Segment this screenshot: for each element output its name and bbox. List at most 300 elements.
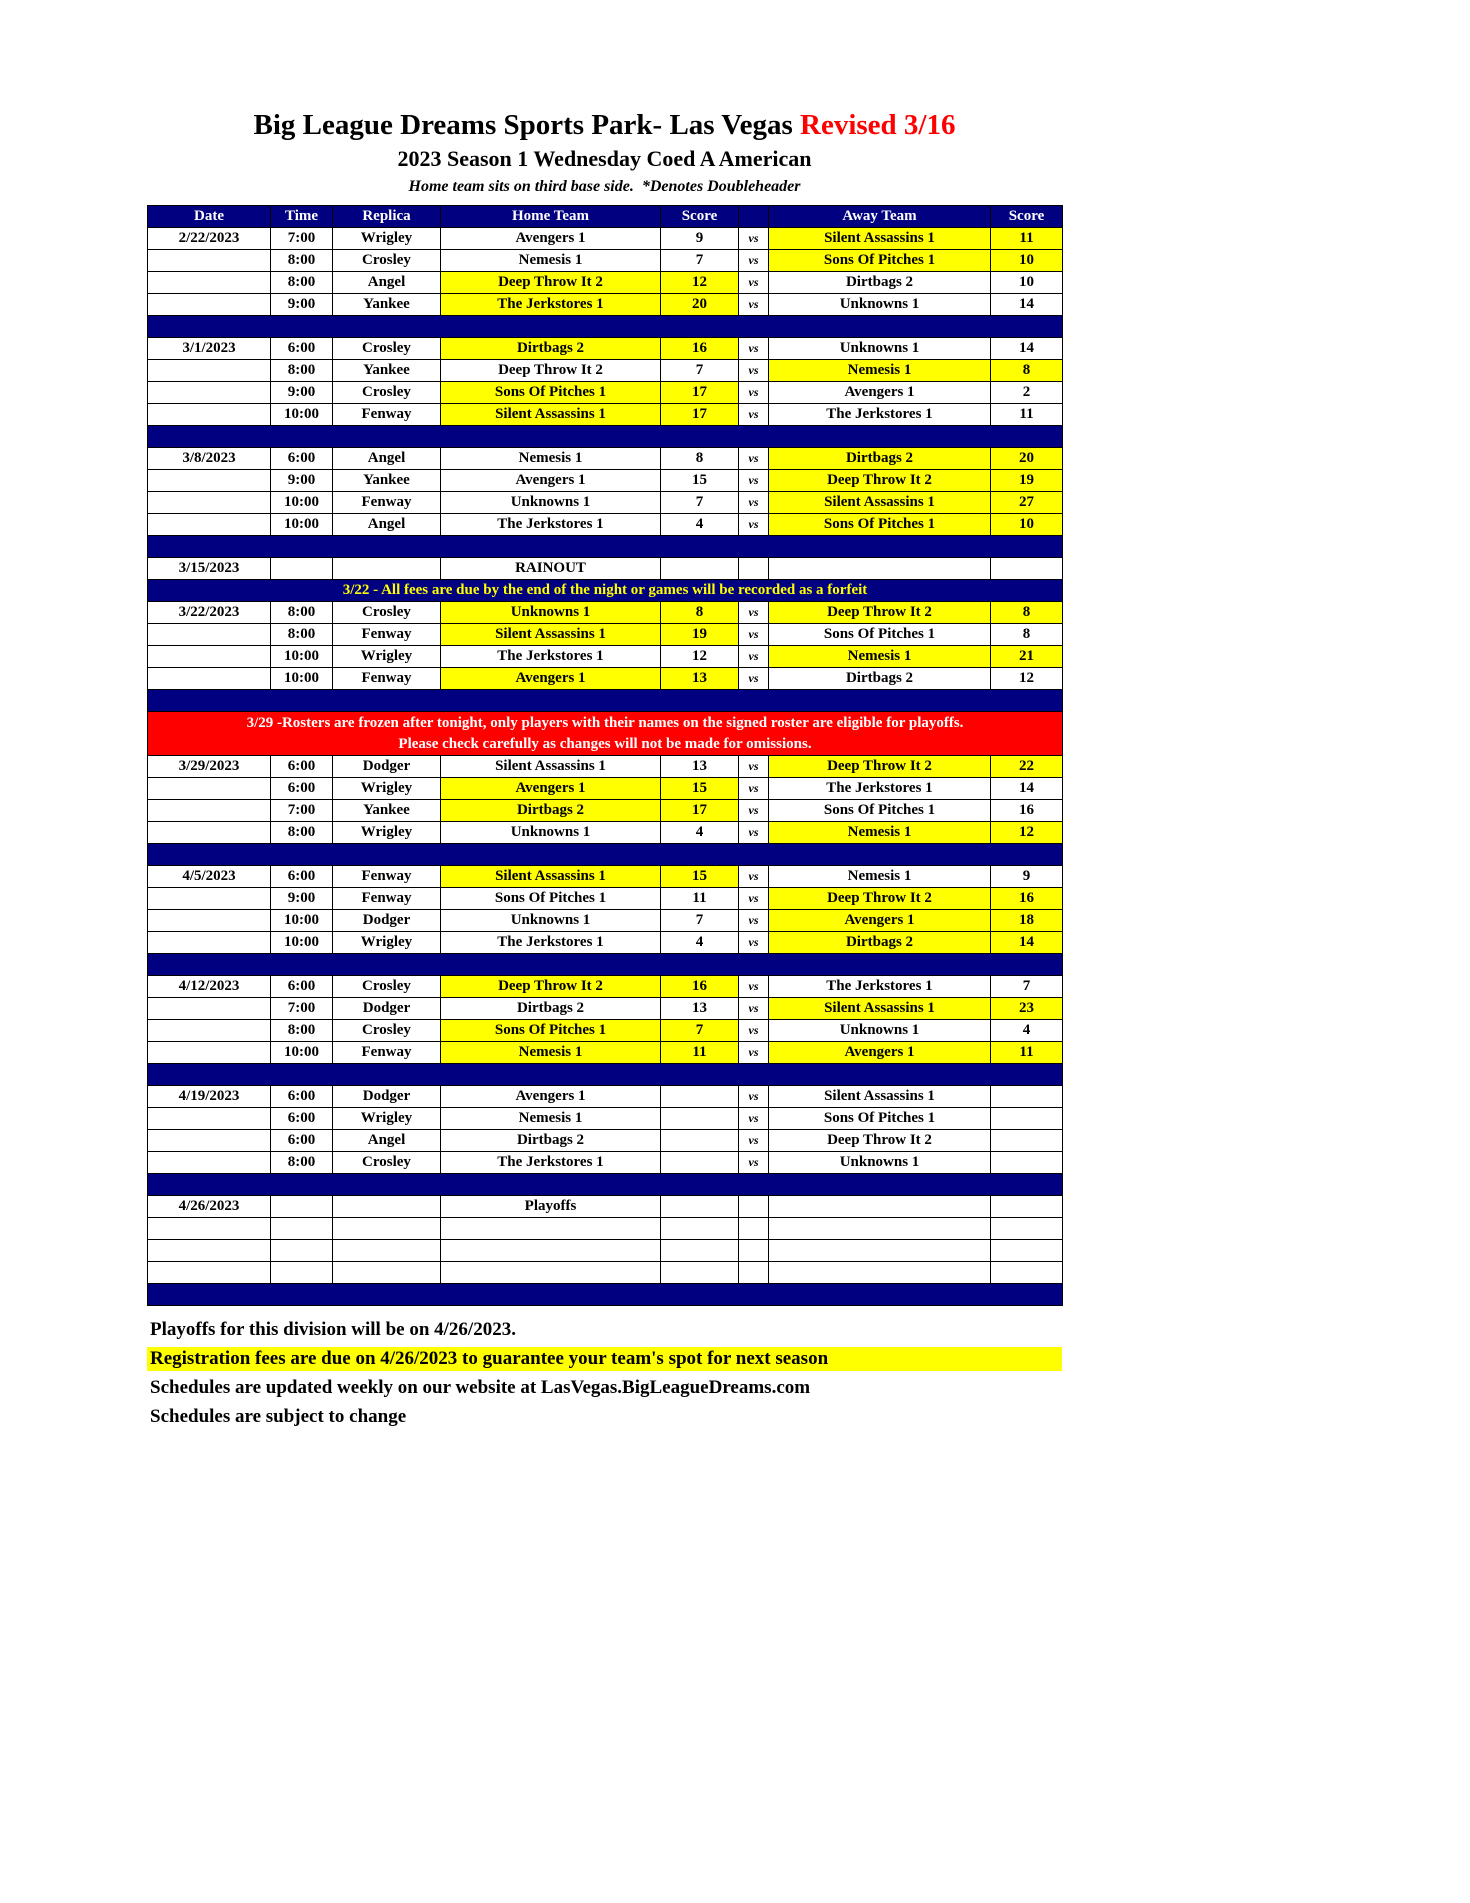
separator-band: [148, 426, 1063, 448]
time-cell: [271, 1218, 333, 1240]
game-row: [148, 998, 1063, 1020]
replica-cell: Wrigley: [333, 822, 441, 844]
away-score-cell: 10: [991, 250, 1063, 272]
home-team-cell: Nemesis 1: [441, 1108, 661, 1130]
home-score-cell: 19: [661, 624, 739, 646]
replica-cell: [333, 1218, 441, 1240]
notice-row: [148, 580, 1063, 602]
away-team-cell: Dirtbags 2: [769, 448, 991, 470]
date-cell: [148, 404, 271, 426]
replica-cell: [333, 1262, 441, 1284]
vs-cell: vs: [739, 822, 769, 844]
empty-row: [148, 1240, 1063, 1262]
date-cell: 4/19/2023: [148, 1086, 271, 1108]
home-score-cell: 4: [661, 822, 739, 844]
game-row: [148, 382, 1063, 404]
game-row: [148, 1130, 1063, 1152]
vs-cell: vs: [739, 294, 769, 316]
replica-cell: Dodger: [333, 756, 441, 778]
away-team-cell: Avengers 1: [769, 910, 991, 932]
away-team-cell: Deep Throw It 2: [769, 1130, 991, 1152]
event-label-cell: RAINOUT: [441, 558, 661, 580]
replica-cell: Yankee: [333, 470, 441, 492]
date-cell: [148, 646, 271, 668]
time-cell: 8:00: [271, 822, 333, 844]
away-team-cell: Dirtbags 2: [769, 272, 991, 294]
notice-text: 3/22 - All fees are due by the end of the night or games will be recorded as a forfeit: [342, 582, 868, 598]
home-score-cell: [661, 558, 739, 580]
away-score-cell: 14: [991, 338, 1063, 360]
game-row: [148, 910, 1063, 932]
home-team-cell: [441, 1218, 661, 1240]
away-score-cell: 11: [991, 1042, 1063, 1064]
replica-cell: Angel: [333, 272, 441, 294]
empty-row: [148, 1218, 1063, 1240]
vs-cell: vs: [739, 272, 769, 294]
home-team-cell: Sons Of Pitches 1: [441, 1020, 661, 1042]
home-team-cell: [441, 1262, 661, 1284]
vs-cell: vs: [739, 778, 769, 800]
time-cell: 8:00: [271, 624, 333, 646]
game-row: [148, 470, 1063, 492]
replica-cell: Fenway: [333, 668, 441, 690]
away-team-cell: Dirtbags 2: [769, 932, 991, 954]
vs-cell: vs: [739, 866, 769, 888]
date-cell: [148, 624, 271, 646]
time-cell: 6:00: [271, 778, 333, 800]
away-score-cell: 16: [991, 800, 1063, 822]
vs-cell: vs: [739, 756, 769, 778]
time-cell: [271, 1240, 333, 1262]
home-team-cell: Avengers 1: [441, 1086, 661, 1108]
separator-row: [148, 844, 1063, 866]
separator-row: [148, 954, 1063, 976]
notice-red-band: [148, 712, 1063, 756]
replica-cell: Fenway: [333, 866, 441, 888]
col-header-home-score: Score: [661, 206, 739, 228]
replica-cell: Crosley: [333, 1020, 441, 1042]
separator-band: [148, 1174, 1063, 1196]
home-score-cell: [661, 1218, 739, 1240]
notice-text: Please check carefully as changes will not be made for omissions.: [398, 735, 812, 752]
date-cell: 3/15/2023: [148, 558, 271, 580]
vs-cell: vs: [739, 360, 769, 382]
separator-row: [148, 1284, 1063, 1306]
time-cell: 6:00: [271, 1086, 333, 1108]
vs-cell: [739, 1262, 769, 1284]
event-row: [148, 1196, 1063, 1218]
home-team-cell: Avengers 1: [441, 228, 661, 250]
away-score-cell: 20: [991, 448, 1063, 470]
away-score-cell: 2: [991, 382, 1063, 404]
vs-cell: vs: [739, 910, 769, 932]
home-team-cell: The Jerkstores 1: [441, 294, 661, 316]
replica-cell: Crosley: [333, 338, 441, 360]
replica-cell: Dodger: [333, 1086, 441, 1108]
home-score-cell: [661, 1240, 739, 1262]
separator-row: [148, 1174, 1063, 1196]
home-team-cell: The Jerkstores 1: [441, 932, 661, 954]
home-team-cell: Avengers 1: [441, 470, 661, 492]
event-row: [148, 558, 1063, 580]
date-cell: [148, 1042, 271, 1064]
date-cell: [148, 1262, 271, 1284]
home-team-cell: [441, 1240, 661, 1262]
home-score-cell: 17: [661, 382, 739, 404]
home-score-cell: 16: [661, 338, 739, 360]
home-team-cell: Silent Assassins 1: [441, 756, 661, 778]
game-row: [148, 888, 1063, 910]
game-row: [148, 646, 1063, 668]
vs-cell: vs: [739, 1152, 769, 1174]
away-score-cell: 12: [991, 822, 1063, 844]
away-score-cell: 23: [991, 998, 1063, 1020]
separator-band: [148, 536, 1063, 558]
date-cell: [148, 1130, 271, 1152]
replica-cell: Wrigley: [333, 646, 441, 668]
time-cell: [271, 558, 333, 580]
separator-band: [148, 316, 1063, 338]
home-score-cell: 11: [661, 1042, 739, 1064]
title-text: Big League Dreams Sports Park- Las Vegas: [253, 109, 793, 141]
separator-row: [148, 536, 1063, 558]
game-row: [148, 360, 1063, 382]
away-team-cell: Avengers 1: [769, 382, 991, 404]
away-score-cell: 8: [991, 360, 1063, 382]
game-row: [148, 976, 1063, 998]
date-cell: [148, 910, 271, 932]
replica-cell: [333, 1240, 441, 1262]
time-cell: 9:00: [271, 888, 333, 910]
vs-cell: vs: [739, 602, 769, 624]
date-cell: [148, 470, 271, 492]
time-cell: 10:00: [271, 514, 333, 536]
schedule-page: [147, 0, 1062, 1429]
away-team-cell: [769, 558, 991, 580]
home-team-cell: Dirtbags 2: [441, 998, 661, 1020]
replica-cell: Fenway: [333, 492, 441, 514]
away-team-cell: Silent Assassins 1: [769, 998, 991, 1020]
vs-cell: vs: [739, 1086, 769, 1108]
away-team-cell: Nemesis 1: [769, 866, 991, 888]
game-row: [148, 866, 1063, 888]
time-cell: [271, 1262, 333, 1284]
time-cell: 10:00: [271, 932, 333, 954]
separator-band: [148, 1284, 1063, 1306]
time-cell: 6:00: [271, 448, 333, 470]
game-row: [148, 778, 1063, 800]
away-team-cell: Deep Throw It 2: [769, 470, 991, 492]
replica-cell: Yankee: [333, 360, 441, 382]
home-team-cell: Unknowns 1: [441, 602, 661, 624]
away-team-cell: Nemesis 1: [769, 646, 991, 668]
home-team-cell: Dirtbags 2: [441, 1130, 661, 1152]
vs-cell: vs: [739, 492, 769, 514]
date-cell: [148, 998, 271, 1020]
away-score-cell: 14: [991, 294, 1063, 316]
away-score-cell: 16: [991, 888, 1063, 910]
time-cell: 7:00: [271, 998, 333, 1020]
home-score-cell: 15: [661, 470, 739, 492]
home-team-cell: Unknowns 1: [441, 822, 661, 844]
replica-cell: Crosley: [333, 382, 441, 404]
time-cell: 6:00: [271, 756, 333, 778]
away-team-cell: [769, 1240, 991, 1262]
time-cell: 7:00: [271, 800, 333, 822]
time-cell: 8:00: [271, 272, 333, 294]
vs-cell: vs: [739, 382, 769, 404]
vs-cell: vs: [739, 646, 769, 668]
game-row: [148, 448, 1063, 470]
footer-line-registration: Registration fees are due on 4/26/2023 to guarantee your team's spot for next season: [147, 1347, 1062, 1371]
home-team-cell: Deep Throw It 2: [441, 272, 661, 294]
home-team-cell: Dirtbags 2: [441, 338, 661, 360]
separator-band: [148, 954, 1063, 976]
replica-cell: Fenway: [333, 888, 441, 910]
col-header-replica: Replica: [333, 206, 441, 228]
page-subtitle: 2023 Season 1 Wednesday Coed A American: [397, 146, 812, 171]
replica-cell: Wrigley: [333, 932, 441, 954]
home-team-cell: Silent Assassins 1: [441, 404, 661, 426]
game-row: [148, 1042, 1063, 1064]
date-cell: 3/22/2023: [148, 602, 271, 624]
home-team-cell: The Jerkstores 1: [441, 646, 661, 668]
away-team-cell: Unknowns 1: [769, 1020, 991, 1042]
replica-cell: Angel: [333, 448, 441, 470]
notice-navy-band: [148, 580, 1063, 602]
replica-cell: [333, 558, 441, 580]
time-cell: 8:00: [271, 602, 333, 624]
col-header-date: Date: [148, 206, 271, 228]
away-team-cell: Sons Of Pitches 1: [769, 514, 991, 536]
home-team-cell: The Jerkstores 1: [441, 514, 661, 536]
date-cell: [148, 382, 271, 404]
date-cell: [148, 1240, 271, 1262]
away-team-cell: Sons Of Pitches 1: [769, 800, 991, 822]
away-team-cell: [769, 1196, 991, 1218]
home-score-cell: 11: [661, 888, 739, 910]
away-score-cell: [991, 1240, 1063, 1262]
away-team-cell: [769, 1218, 991, 1240]
away-team-cell: The Jerkstores 1: [769, 976, 991, 998]
home-score-cell: 16: [661, 976, 739, 998]
away-team-cell: Avengers 1: [769, 1042, 991, 1064]
time-cell: [271, 1196, 333, 1218]
home-score-cell: 13: [661, 756, 739, 778]
date-cell: [148, 272, 271, 294]
game-row: [148, 602, 1063, 624]
date-cell: [148, 250, 271, 272]
replica-cell: Yankee: [333, 800, 441, 822]
separator-band: [148, 690, 1063, 712]
game-row: [148, 492, 1063, 514]
game-row: [148, 668, 1063, 690]
away-score-cell: 9: [991, 866, 1063, 888]
time-cell: 8:00: [271, 250, 333, 272]
home-team-cell: Deep Throw It 2: [441, 976, 661, 998]
date-cell: [148, 822, 271, 844]
time-cell: 6:00: [271, 976, 333, 998]
time-cell: 8:00: [271, 360, 333, 382]
game-row: [148, 1020, 1063, 1042]
away-score-cell: 12: [991, 668, 1063, 690]
game-row: [148, 228, 1063, 250]
home-team-cell: Dirtbags 2: [441, 800, 661, 822]
home-score-cell: 7: [661, 1020, 739, 1042]
away-team-cell: The Jerkstores 1: [769, 778, 991, 800]
away-team-cell: Deep Throw It 2: [769, 756, 991, 778]
vs-cell: vs: [739, 514, 769, 536]
time-cell: 7:00: [271, 228, 333, 250]
time-cell: 6:00: [271, 866, 333, 888]
vs-cell: vs: [739, 800, 769, 822]
time-cell: 9:00: [271, 382, 333, 404]
replica-cell: Crosley: [333, 602, 441, 624]
replica-cell: Dodger: [333, 998, 441, 1020]
vs-cell: vs: [739, 668, 769, 690]
vs-cell: vs: [739, 448, 769, 470]
game-row: [148, 1108, 1063, 1130]
home-score-cell: [661, 1130, 739, 1152]
vs-cell: vs: [739, 404, 769, 426]
time-cell: 10:00: [271, 646, 333, 668]
away-score-cell: 18: [991, 910, 1063, 932]
vs-cell: vs: [739, 998, 769, 1020]
time-cell: 6:00: [271, 1108, 333, 1130]
footer-line-website: Schedules are updated weekly on our website at LasVegas.BigLeagueDreams.com: [150, 1377, 811, 1398]
away-score-cell: 11: [991, 404, 1063, 426]
away-team-cell: Deep Throw It 2: [769, 602, 991, 624]
home-score-cell: [661, 1262, 739, 1284]
date-cell: [148, 1152, 271, 1174]
revision-label: Revised 3/16: [800, 109, 956, 141]
away-score-cell: [991, 1108, 1063, 1130]
date-cell: 3/1/2023: [148, 338, 271, 360]
replica-cell: Dodger: [333, 910, 441, 932]
vs-cell: vs: [739, 1042, 769, 1064]
home-score-cell: 8: [661, 602, 739, 624]
replica-cell: Angel: [333, 514, 441, 536]
home-score-cell: [661, 1196, 739, 1218]
page-note: Home team sits on third base side. *Denotes Doubleheader: [408, 178, 801, 195]
vs-cell: vs: [739, 888, 769, 910]
game-row: [148, 822, 1063, 844]
away-team-cell: [769, 1262, 991, 1284]
away-team-cell: Unknowns 1: [769, 294, 991, 316]
away-score-cell: 8: [991, 602, 1063, 624]
vs-cell: [739, 1240, 769, 1262]
separator-row: [148, 1064, 1063, 1086]
separator-row: [148, 426, 1063, 448]
home-score-cell: [661, 1108, 739, 1130]
replica-cell: Wrigley: [333, 1108, 441, 1130]
time-cell: 10:00: [271, 404, 333, 426]
separator-band: [148, 1064, 1063, 1086]
home-team-cell: Unknowns 1: [441, 910, 661, 932]
col-header-away-team: Away Team: [769, 206, 991, 228]
away-team-cell: Silent Assassins 1: [769, 492, 991, 514]
away-score-cell: 4: [991, 1020, 1063, 1042]
game-row: [148, 932, 1063, 954]
away-score-cell: 21: [991, 646, 1063, 668]
vs-cell: vs: [739, 976, 769, 998]
home-score-cell: 7: [661, 360, 739, 382]
time-cell: 6:00: [271, 1130, 333, 1152]
vs-cell: vs: [739, 624, 769, 646]
away-score-cell: [991, 1130, 1063, 1152]
date-cell: 3/8/2023: [148, 448, 271, 470]
col-header-vs: [739, 206, 769, 228]
vs-cell: [739, 558, 769, 580]
replica-cell: Angel: [333, 1130, 441, 1152]
home-team-cell: Avengers 1: [441, 778, 661, 800]
vs-cell: [739, 1196, 769, 1218]
away-team-cell: Silent Assassins 1: [769, 228, 991, 250]
time-cell: 9:00: [271, 294, 333, 316]
away-team-cell: Sons Of Pitches 1: [769, 250, 991, 272]
away-score-cell: [991, 1086, 1063, 1108]
home-score-cell: 4: [661, 932, 739, 954]
away-score-cell: 27: [991, 492, 1063, 514]
time-cell: 10:00: [271, 1042, 333, 1064]
vs-cell: vs: [739, 1020, 769, 1042]
time-cell: 10:00: [271, 668, 333, 690]
game-row: [148, 338, 1063, 360]
vs-cell: vs: [739, 470, 769, 492]
separator-row: [148, 690, 1063, 712]
date-cell: [148, 778, 271, 800]
game-row: [148, 272, 1063, 294]
game-row: [148, 404, 1063, 426]
vs-cell: vs: [739, 250, 769, 272]
table-header-row: [148, 206, 1063, 228]
separator-band: [148, 844, 1063, 866]
home-team-cell: Sons Of Pitches 1: [441, 382, 661, 404]
away-score-cell: [991, 1262, 1063, 1284]
home-team-cell: Silent Assassins 1: [441, 866, 661, 888]
footer-line-subject: Schedules are subject to change: [150, 1406, 407, 1427]
date-cell: [148, 294, 271, 316]
game-row: [148, 250, 1063, 272]
home-score-cell: 7: [661, 910, 739, 932]
home-score-cell: 7: [661, 492, 739, 514]
col-header-away-score: Score: [991, 206, 1063, 228]
home-score-cell: 17: [661, 404, 739, 426]
away-score-cell: 10: [991, 272, 1063, 294]
vs-cell: vs: [739, 228, 769, 250]
replica-cell: Yankee: [333, 294, 441, 316]
replica-cell: Fenway: [333, 404, 441, 426]
vs-cell: vs: [739, 338, 769, 360]
date-cell: [148, 492, 271, 514]
col-header-time: Time: [271, 206, 333, 228]
home-team-cell: Silent Assassins 1: [441, 624, 661, 646]
page-title: [147, 108, 1062, 142]
date-cell: 3/29/2023: [148, 756, 271, 778]
away-team-cell: Sons Of Pitches 1: [769, 624, 991, 646]
home-score-cell: 12: [661, 646, 739, 668]
vs-cell: [739, 1218, 769, 1240]
replica-cell: Wrigley: [333, 778, 441, 800]
away-team-cell: Unknowns 1: [769, 338, 991, 360]
away-score-cell: 8: [991, 624, 1063, 646]
schedule-table: [147, 205, 1063, 1306]
home-score-cell: 9: [661, 228, 739, 250]
home-score-cell: 15: [661, 778, 739, 800]
time-cell: 8:00: [271, 1152, 333, 1174]
home-team-cell: Nemesis 1: [441, 250, 661, 272]
replica-cell: [333, 1196, 441, 1218]
